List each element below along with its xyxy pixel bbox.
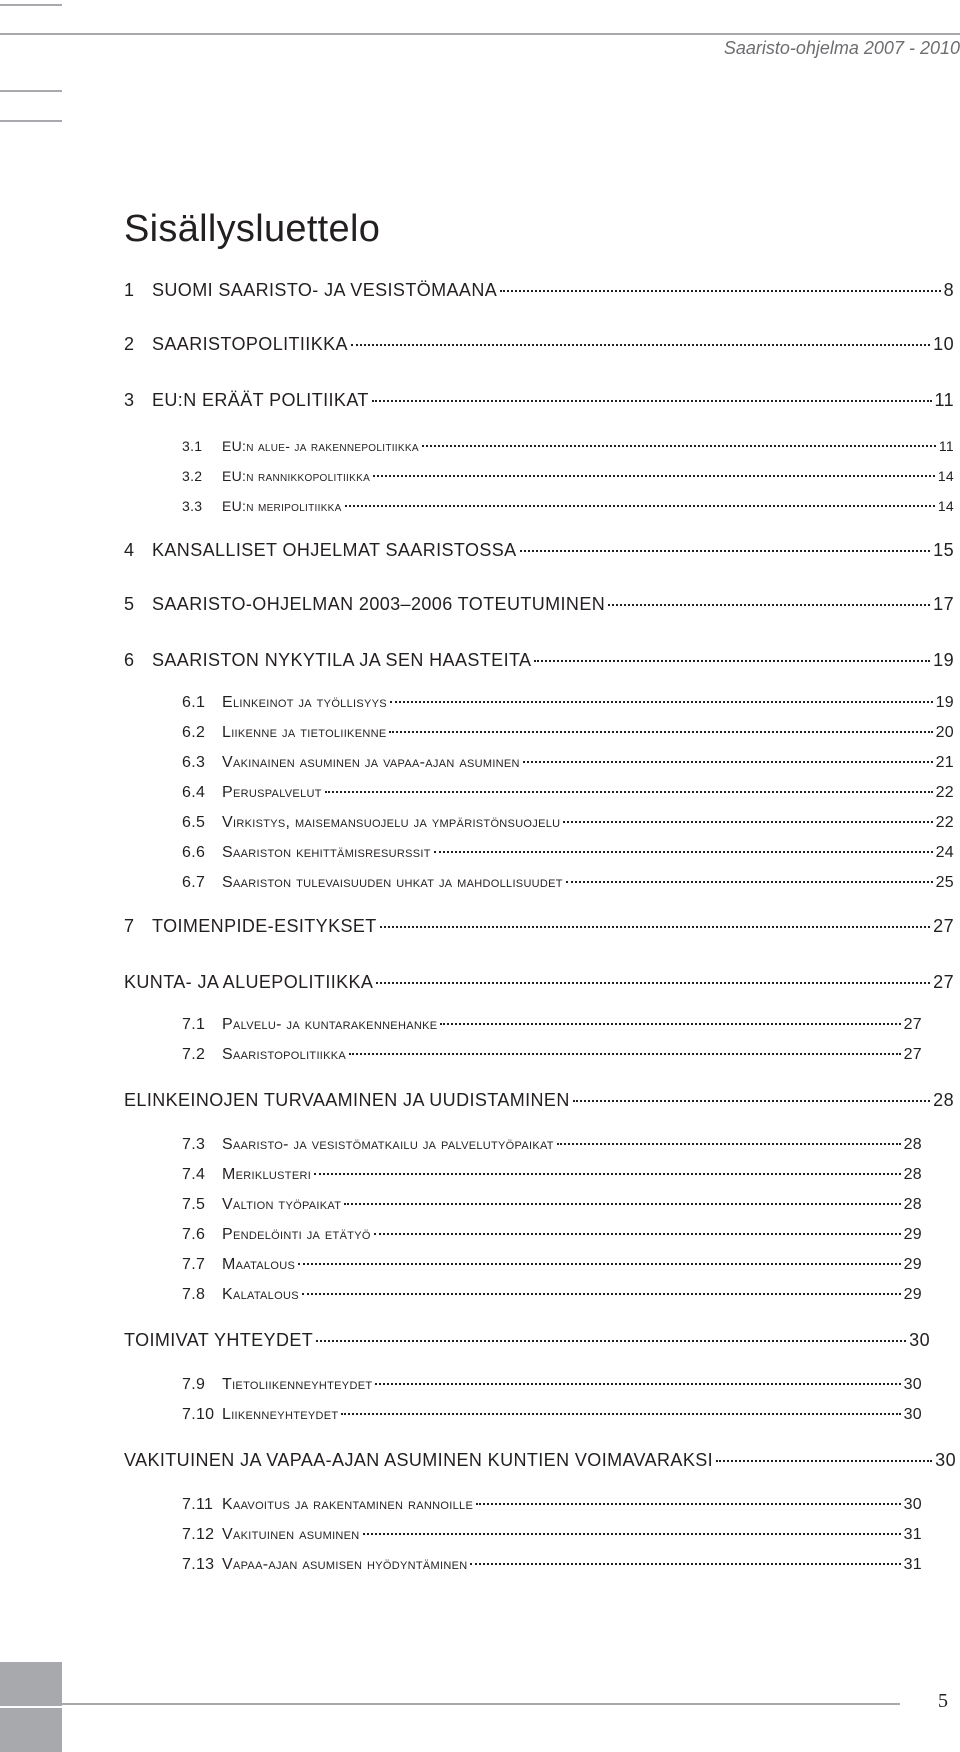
toc-entry[interactable] xyxy=(124,390,954,411)
dot-leader xyxy=(314,1173,901,1175)
dot-leader xyxy=(389,731,932,733)
toc-page: 27 xyxy=(903,1046,922,1063)
toc-title: EU:n alue- ja rakennepolitiikka xyxy=(222,438,419,454)
toc-title: SAARISTO-OHJELMAN 2003–2006 TOTEUTUMINEN xyxy=(152,594,606,614)
dot-leader xyxy=(325,791,933,793)
toc-title: ELINKEINOJEN TURVAAMINEN JA UUDISTAMINEN xyxy=(124,1090,570,1110)
toc-subentry[interactable] xyxy=(182,1286,922,1304)
toc-title: SUOMI SAARISTO- JA VESISTÖMAANA xyxy=(152,280,498,300)
toc-number: 5 xyxy=(124,594,135,614)
toc-page: 28 xyxy=(903,1196,922,1213)
dot-leader xyxy=(376,982,930,984)
toc-page: 14 xyxy=(937,498,954,514)
toc-page: 28 xyxy=(933,1090,954,1110)
toc-number: 7.3 xyxy=(182,1136,206,1153)
toc-number: 3 xyxy=(124,390,135,410)
dot-leader xyxy=(298,1263,901,1265)
toc-number: 7.7 xyxy=(182,1256,206,1273)
dot-leader xyxy=(380,926,930,928)
dot-leader xyxy=(557,1143,901,1145)
toc-page: 28 xyxy=(903,1136,922,1153)
toc-number: 1 xyxy=(124,280,135,300)
toc-page: 30 xyxy=(903,1496,922,1513)
toc-entry[interactable] xyxy=(124,540,954,561)
toc-subentry[interactable] xyxy=(182,1376,922,1394)
toc-subentry[interactable] xyxy=(182,814,954,832)
page-number: 5 xyxy=(938,1690,948,1712)
toc-subentry[interactable] xyxy=(182,1016,922,1034)
toc-title: Elinkeinot ja työllisyys xyxy=(222,694,387,711)
toc-subentry[interactable] xyxy=(182,784,954,802)
toc-title: KANSALLISET OHJELMAT SAARISTOSSA xyxy=(152,540,517,560)
toc-title: Vapaa-ajan asumisen hyödyntäminen xyxy=(222,1556,468,1573)
toc-subentry[interactable] xyxy=(182,1226,922,1244)
dot-leader xyxy=(520,550,931,552)
toc-title: Palvelu- ja kuntarakennehanke xyxy=(222,1016,438,1033)
toc-number: 6.7 xyxy=(182,874,206,891)
dot-leader xyxy=(349,1053,901,1055)
toc-page: 15 xyxy=(933,540,954,560)
toc-page: 14 xyxy=(937,468,954,484)
toc-number: 7.4 xyxy=(182,1166,206,1183)
toc-title: Peruspalvelut xyxy=(222,784,322,801)
toc-title: KUNTA- JA ALUEPOLITIIKKA xyxy=(124,972,374,992)
toc-number: 6.6 xyxy=(182,844,206,861)
dot-leader xyxy=(566,881,933,883)
toc-number: 6.3 xyxy=(182,754,206,771)
toc-subentry[interactable] xyxy=(182,1526,922,1544)
toc-section-heading[interactable] xyxy=(124,972,954,993)
dot-leader xyxy=(363,1533,901,1535)
dot-leader xyxy=(375,1383,900,1385)
dot-leader xyxy=(373,475,935,477)
dot-leader xyxy=(523,761,933,763)
dot-leader xyxy=(470,1563,900,1565)
toc-number: 7.10 xyxy=(182,1406,215,1423)
dot-leader xyxy=(422,445,936,447)
toc-entry[interactable] xyxy=(124,594,954,615)
toc-number: 3.2 xyxy=(182,468,203,484)
toc-title: Liikenne ja tietoliikenne xyxy=(222,724,387,741)
toc-subentry[interactable] xyxy=(182,754,954,772)
toc-page: 20 xyxy=(935,724,954,741)
toc-number: 7.13 xyxy=(182,1556,215,1573)
toc-title: TOIMIVAT YHTEYDET xyxy=(124,1330,314,1350)
toc-number: 4 xyxy=(124,540,135,560)
dot-leader xyxy=(344,1203,900,1205)
toc-page: 31 xyxy=(903,1556,922,1573)
toc-subentry[interactable] xyxy=(182,1136,922,1154)
toc-subentry[interactable] xyxy=(182,694,954,712)
toc-page: 27 xyxy=(903,1016,922,1033)
toc-title: Saariston kehittämisresurssit xyxy=(222,844,431,861)
toc-subentry[interactable] xyxy=(182,1046,922,1064)
toc-section-heading[interactable] xyxy=(124,1450,956,1471)
toc-page: 30 xyxy=(909,1330,930,1350)
toc-subentry[interactable] xyxy=(182,468,954,484)
toc-number: 7.12 xyxy=(182,1526,215,1543)
toc-page: 25 xyxy=(935,874,954,891)
toc-entry[interactable] xyxy=(124,334,954,355)
toc-title: Vakituinen asuminen xyxy=(222,1526,360,1543)
toc-number: 6.5 xyxy=(182,814,206,831)
toc-number: 6.1 xyxy=(182,694,206,711)
toc-number: 7.5 xyxy=(182,1196,206,1213)
toc-page: 22 xyxy=(935,784,954,801)
toc-page: 29 xyxy=(903,1286,922,1303)
dot-leader xyxy=(534,660,930,662)
dot-leader xyxy=(351,344,930,346)
toc-title: Vakinainen asuminen ja vapaa-ajan asuminen xyxy=(222,754,520,771)
toc-section-heading[interactable] xyxy=(124,1090,954,1111)
toc-title: Tietoliikenneyhteydet xyxy=(222,1376,373,1393)
toc-page: 29 xyxy=(903,1226,922,1243)
toc-page: 30 xyxy=(903,1406,922,1423)
toc-title: Saaristopolitiikka xyxy=(222,1046,347,1063)
footer-divider xyxy=(0,1706,62,1708)
dot-leader xyxy=(345,505,935,507)
toc-title: Virkistys, maisemansuojelu ja ympäristönsuojelu xyxy=(222,814,561,831)
toc-subentry[interactable] xyxy=(182,1496,922,1514)
dot-leader xyxy=(476,1503,901,1505)
toc-title: VAKITUINEN JA VAPAA-AJAN ASUMINEN KUNTIEN VOIMAVARAKSI xyxy=(124,1450,714,1470)
toc-page: 11 xyxy=(934,390,954,410)
dot-leader xyxy=(316,1340,906,1342)
toc-subentry[interactable] xyxy=(182,1406,922,1424)
toc-number: 6 xyxy=(124,650,135,670)
toc-page: 10 xyxy=(933,334,954,354)
toc-number: 7 xyxy=(124,916,135,936)
toc-title: Pendelöinti ja etätyö xyxy=(222,1226,371,1243)
toc-entry[interactable] xyxy=(124,280,954,301)
dot-leader xyxy=(716,1460,932,1462)
page-title: Sisällysluettelo xyxy=(124,208,381,250)
toc-subentry[interactable] xyxy=(182,498,954,514)
dot-leader xyxy=(563,821,932,823)
toc-number: 7.9 xyxy=(182,1376,206,1393)
dot-leader xyxy=(341,1413,900,1415)
footer-rule xyxy=(62,1703,900,1705)
dot-leader xyxy=(573,1100,930,1102)
toc-page: 30 xyxy=(903,1376,922,1393)
toc-subentry[interactable] xyxy=(182,1166,922,1184)
toc-page: 31 xyxy=(903,1526,922,1543)
toc-number: 3.3 xyxy=(182,498,203,514)
toc-title: Maatalous xyxy=(222,1256,296,1273)
toc-section-heading[interactable] xyxy=(124,1330,930,1351)
toc-page: 24 xyxy=(935,844,954,861)
toc-subentry[interactable] xyxy=(182,438,954,454)
toc-number: 7.11 xyxy=(182,1496,214,1513)
toc-subentry[interactable] xyxy=(182,724,954,742)
toc-title: Saaristo- ja vesistömatkailu ja palvelutyöpaikat xyxy=(222,1136,554,1153)
toc-subentry[interactable] xyxy=(182,844,954,862)
toc-page: 28 xyxy=(903,1166,922,1183)
toc-page: 29 xyxy=(903,1256,922,1273)
toc-number: 7.1 xyxy=(182,1016,206,1033)
toc-page: 8 xyxy=(943,280,954,300)
dot-leader xyxy=(608,604,930,606)
running-title: Saaristo-ohjelma 2007 - 2010 xyxy=(723,38,960,58)
toc-page: 11 xyxy=(938,438,954,454)
dot-leader xyxy=(500,290,940,292)
toc-page: 19 xyxy=(935,694,954,711)
toc-title: Meriklusteri xyxy=(222,1166,312,1183)
toc-title: SAARISTON NYKYTILA JA SEN HAASTEITA xyxy=(152,650,532,670)
toc-number: 6.4 xyxy=(182,784,206,801)
toc-number: 7.2 xyxy=(182,1046,206,1063)
toc-entry[interactable] xyxy=(124,650,954,671)
toc-title: Saariston tulevaisuuden uhkat ja mahdollisuudet xyxy=(222,874,563,891)
toc-number: 3.1 xyxy=(182,438,203,454)
toc-number: 7.6 xyxy=(182,1226,206,1243)
toc-page: 22 xyxy=(935,814,954,831)
toc-title: EU:N ERÄÄT POLITIIKAT xyxy=(152,390,369,410)
toc-subentry[interactable] xyxy=(182,1556,922,1574)
toc-number: 2 xyxy=(124,334,135,354)
toc-page: 30 xyxy=(935,1450,956,1470)
dot-leader xyxy=(440,1023,900,1025)
toc-page: 27 xyxy=(933,916,954,936)
toc-title: SAARISTOPOLITIIKKA xyxy=(152,334,348,354)
toc-title: TOIMENPIDE-ESITYKSET xyxy=(152,916,377,936)
toc-page: 21 xyxy=(935,754,954,771)
toc-subentry[interactable] xyxy=(182,1256,922,1274)
toc-title: Kalatalous xyxy=(222,1286,299,1303)
toc-entry[interactable] xyxy=(124,916,954,937)
dot-leader xyxy=(390,701,933,703)
toc-page: 19 xyxy=(933,650,954,670)
toc-page: 27 xyxy=(933,972,954,992)
dot-leader xyxy=(434,851,933,853)
toc-subentry[interactable] xyxy=(182,874,954,892)
toc-page: 17 xyxy=(933,594,954,614)
toc-title: Liikenneyhteydet xyxy=(222,1406,339,1423)
toc-title: EU:n meripolitiikka xyxy=(222,498,342,514)
toc-title: Valtion työpaikat xyxy=(222,1196,342,1213)
toc-number: 6.2 xyxy=(182,724,206,741)
toc-subentry[interactable] xyxy=(182,1196,922,1214)
toc-title: EU:n rannikkopolitiikka xyxy=(222,468,371,484)
dot-leader xyxy=(374,1233,901,1235)
toc-title: Kaavoitus ja rakentaminen rannoille xyxy=(222,1496,474,1513)
dot-leader xyxy=(372,400,932,402)
toc-number: 7.8 xyxy=(182,1286,206,1303)
dot-leader xyxy=(302,1293,901,1295)
